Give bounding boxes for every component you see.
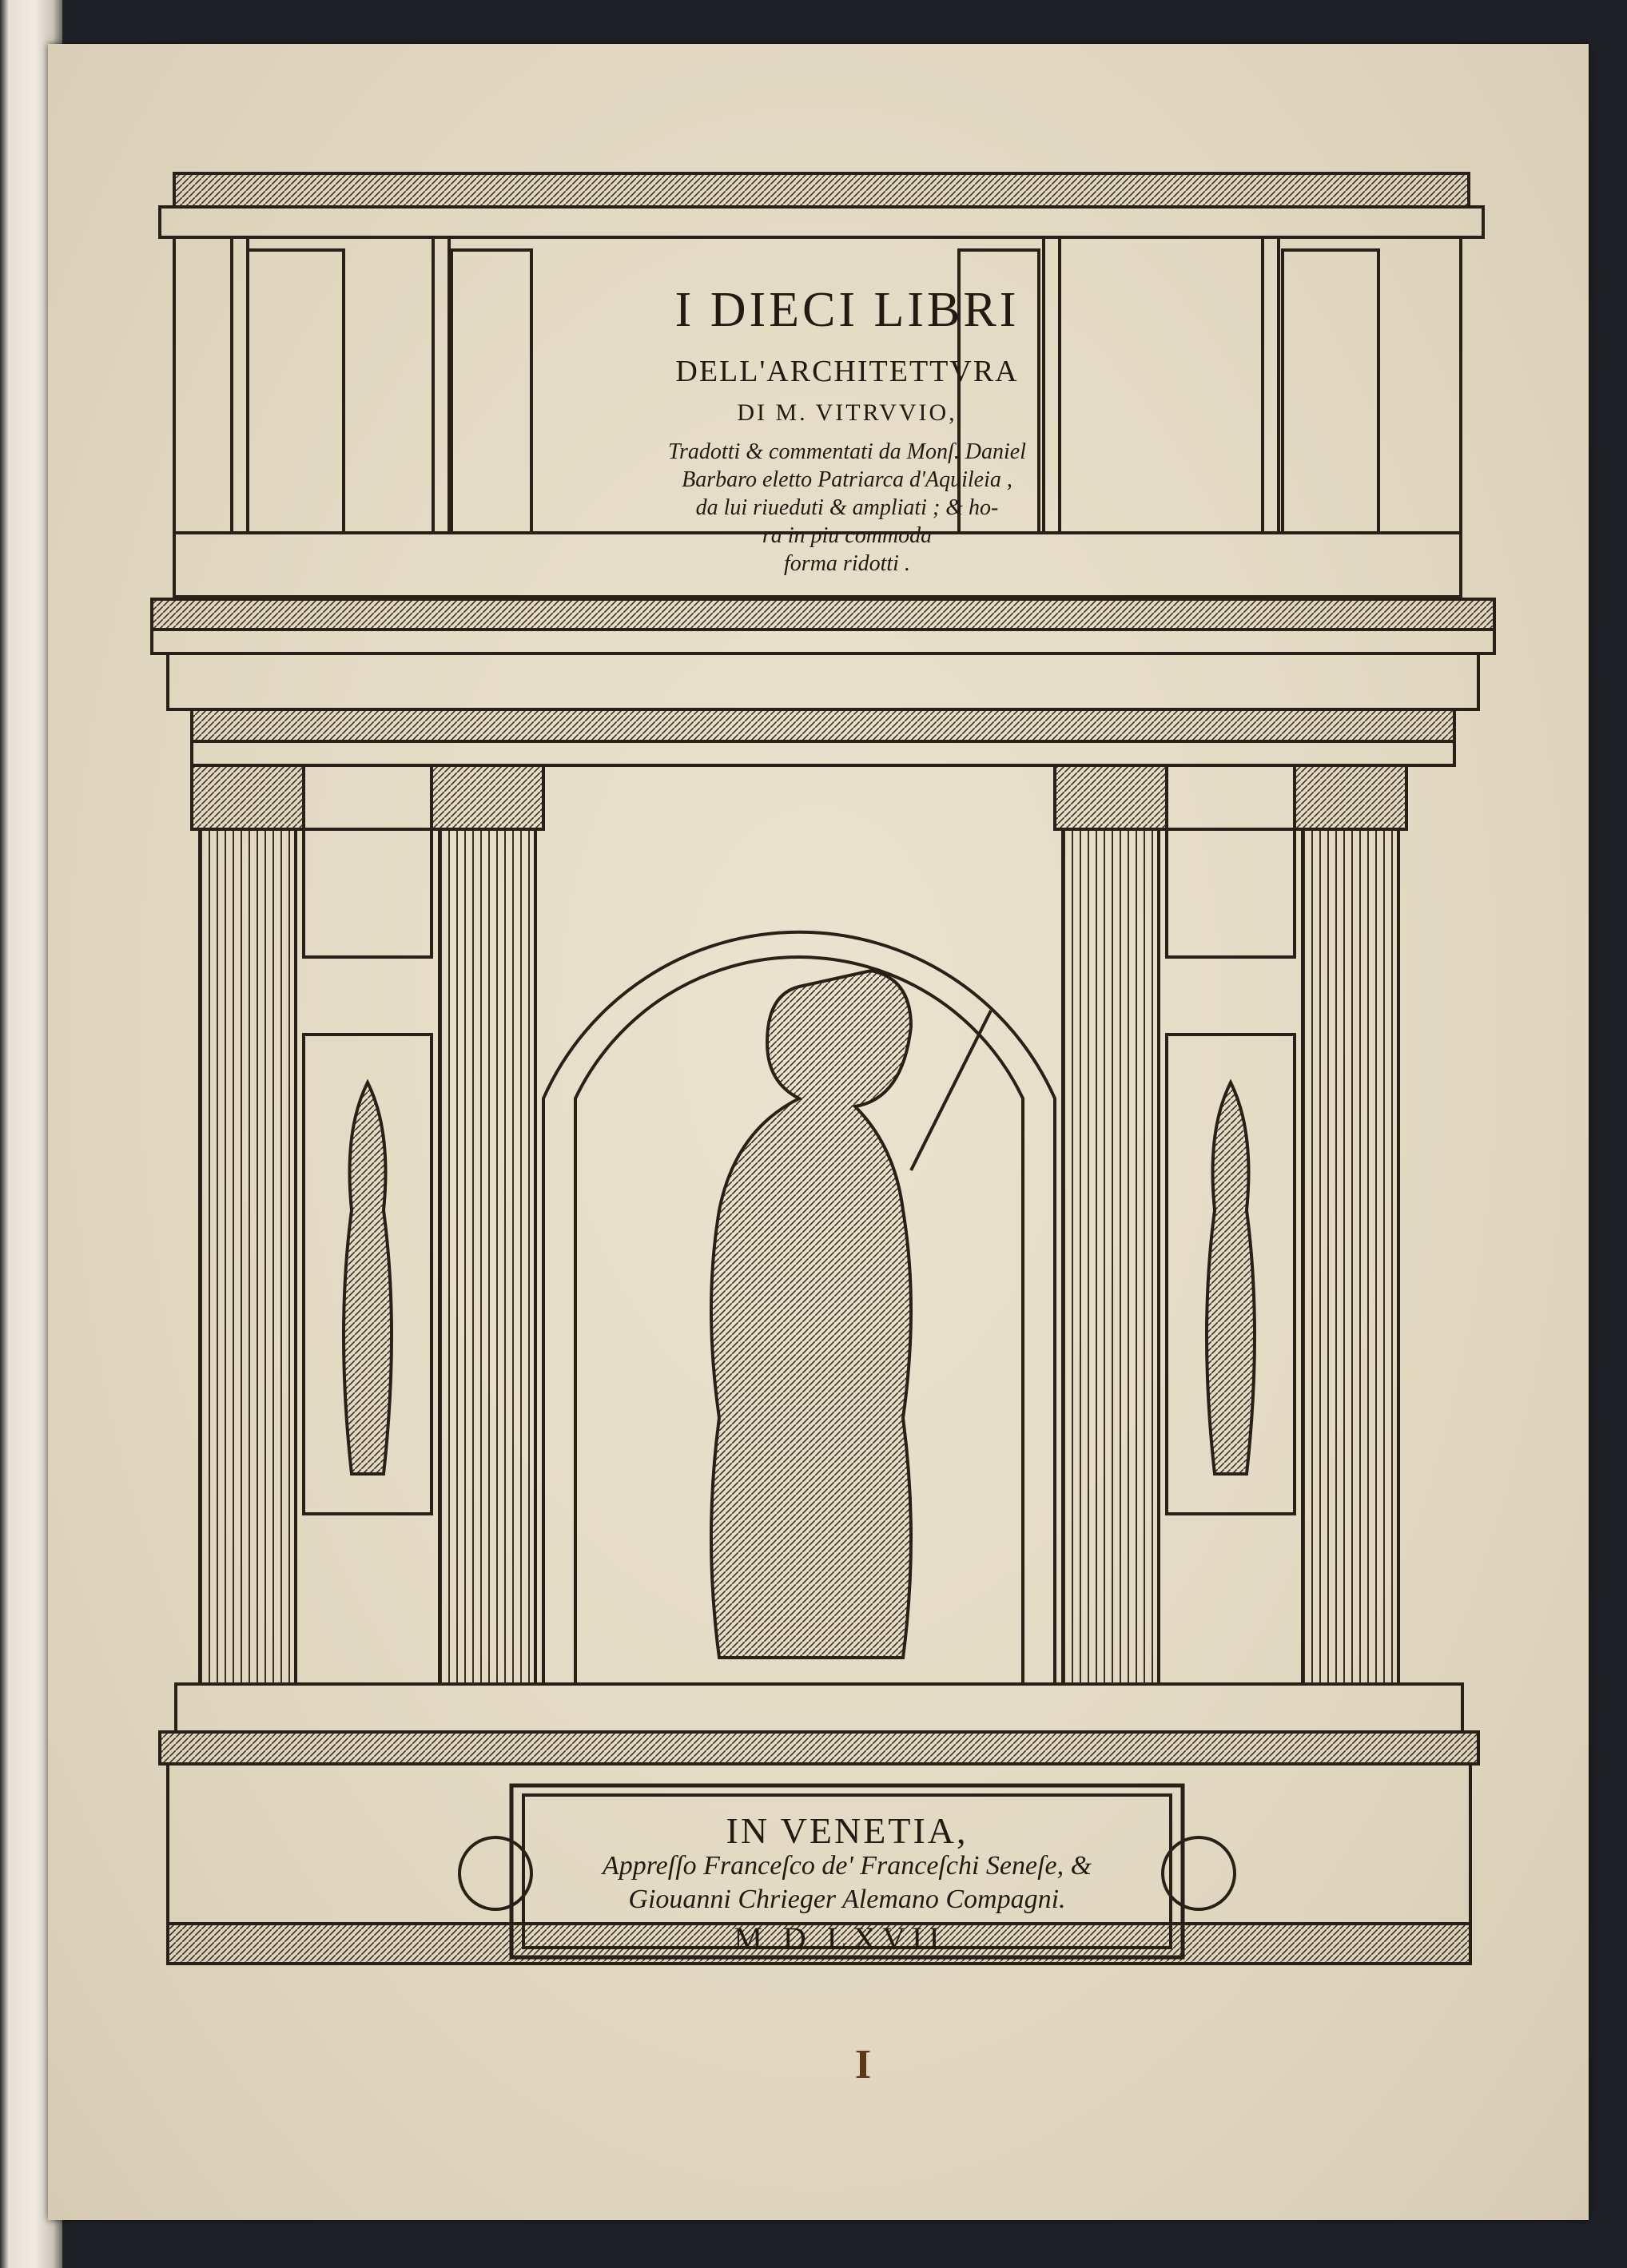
title-page bbox=[48, 44, 1589, 2220]
imprint-printer-line: Giouanni Chrieger Alemano Compagni. bbox=[628, 1885, 1066, 1914]
subtitle-line: Tradotti & commentati da Monſ. Daniel bbox=[668, 439, 1026, 464]
signature-mark: I bbox=[854, 2042, 872, 2087]
subtitle-line: da lui riueduti & ampliati ; & ho- bbox=[695, 495, 999, 520]
book-title: I DIECI LIBRI bbox=[674, 283, 1020, 337]
subtitle-line: forma ridotti . bbox=[784, 551, 910, 576]
book-title-line2: DELL'ARCHITETTVRA bbox=[675, 355, 1019, 388]
subtitle-line: ra in piu commoda bbox=[762, 523, 933, 548]
book-author: DI M. VITRVVIO, bbox=[737, 399, 957, 426]
imprint-year: M D LXVII. bbox=[734, 1920, 961, 1956]
imprint-printer-line: Appreſſo Franceſco de' Franceſchi Seneſe, & bbox=[602, 1851, 1092, 1881]
subtitle-line: Barbaro eletto Patriarca d'Aquileia , bbox=[682, 467, 1012, 492]
imprint-place: IN VENETIA, bbox=[726, 1810, 969, 1851]
